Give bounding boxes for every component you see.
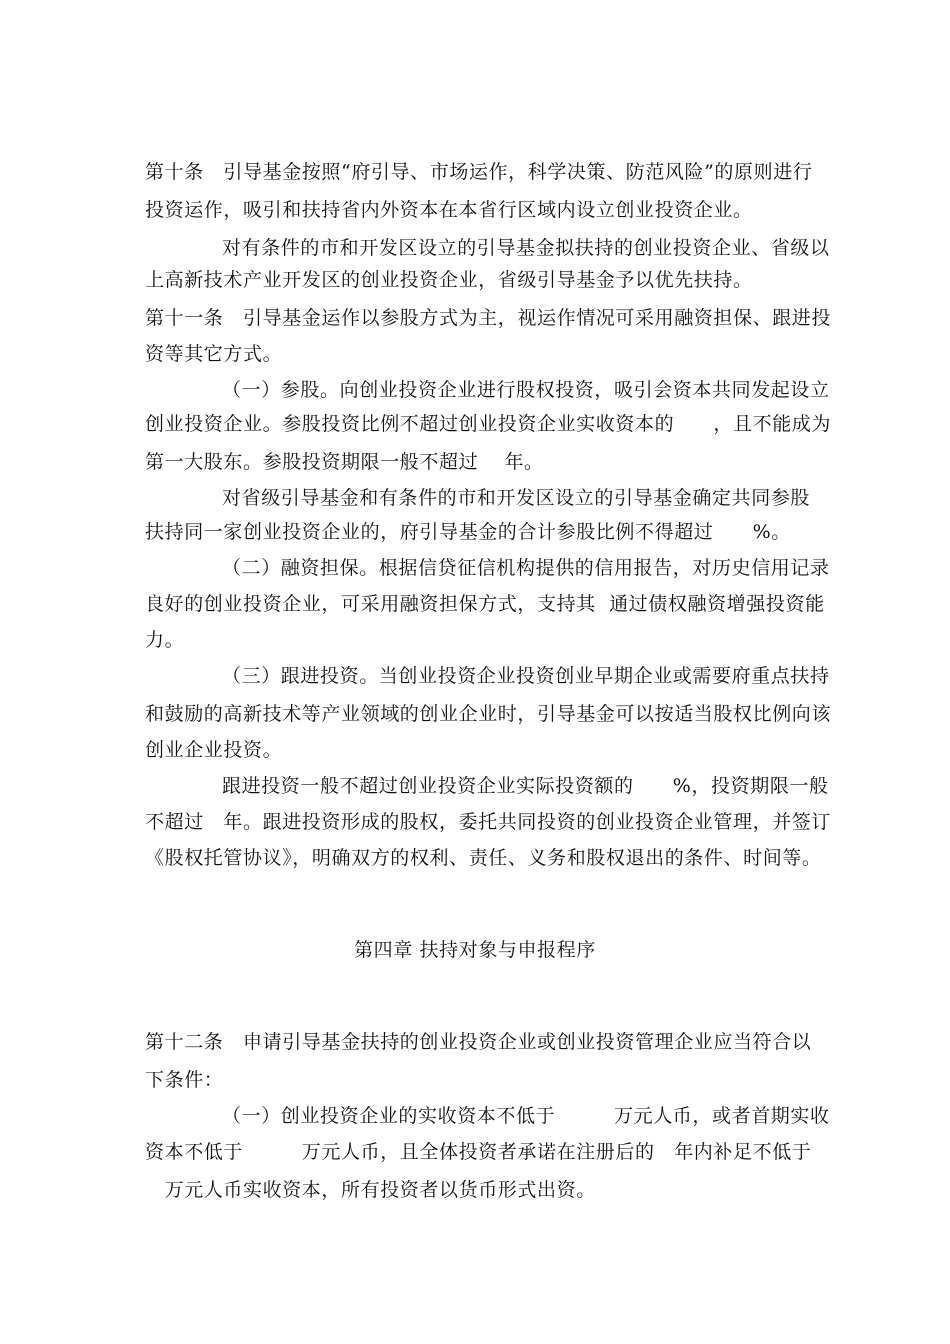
chapter-4-heading: 第四章 扶持对象与申报程序 [354,939,596,961]
item-equity-line-3: 第一大股东。参股投资期限一般不超过 年。 [145,451,544,473]
item-follow-line-1: （三）跟进投资。当创业投资企业投资创业早期企业或需要府重点扶持 [222,665,830,687]
paragraph-priority-line-2: 上高新技术产业开发区的创业投资企业，省级引导基金予以优先扶持。 [145,269,753,291]
item-equity-line-2: 创业投资企业。参股投资比例不超过创业投资企业实收资本的 ，且不能成为 [145,413,832,435]
article-10-line-1: 第十条 引导基金按照“府引导、市场运作，科学决策、防范风险”的原则进行 [145,161,813,183]
item-guarantee-line-3: 力。 [145,629,185,651]
article-11-line-2: 资等其它方式。 [145,343,283,365]
paragraph-priority-line-1: 对有条件的市和开发区设立的引导基金拟扶持的创业投资企业、省级以 [222,237,830,259]
paragraph-joint-line-2: 扶持同一家创业投资企业的，府引导基金的合计参股比例不得超过 %。 [145,521,791,543]
article-12-line-2: 下条件： [145,1069,224,1091]
item-capital-line-2: 资本不低于 万元人币，且全体投资者承诺在注册后的 年内补足不低于 [145,1141,812,1163]
item-capital-line-1: （一）创业投资企业的实收资本不低于 万元人币，或者首期实收 [222,1105,830,1127]
paragraph-follow-limit-line-3: 《股权托管协议》，明确双方的权利、责任、义务和股权退出的条件、时间等。 [145,847,822,869]
item-equity-line-1: （一）参股。向创业投资企业进行股权投资，吸引会资本共同发起设立 [222,379,830,401]
item-guarantee-line-1: （二）融资担保。根据信贷征信机构提供的信用报告，对历史信用记录 [222,557,830,579]
article-11-line-1: 第十一条 引导基金运作以参股方式为主，视运作情况可采用融资担保、跟进投 [145,307,832,329]
article-12-line-1: 第十二条 申请引导基金扶持的创业投资企业或创业投资管理企业应当符合以 [145,1031,812,1053]
article-10-line-2: 投资运作，吸引和扶持省内外资本在本省行区域内设立创业投资企业。 [145,199,753,221]
paragraph-joint-line-1: 对省级引导基金和有条件的市和开发区设立的引导基金确定共同参股 [222,487,811,509]
item-follow-line-3: 创业企业投资。 [145,739,283,761]
item-follow-line-2: 和鼓励的高新技术等产业领域的创业企业时，引导基金可以按适当股权比例向该 [145,703,832,725]
item-capital-line-3: 万元人币实收资本，所有投资者以货币形式出资。 [145,1179,596,1201]
paragraph-follow-limit-line-2: 不超过 年。跟进投资形成的股权，委托共同投资的创业投资企业管理，并签订 [145,811,832,833]
paragraph-follow-limit-line-1: 跟进投资一般不超过创业投资企业实际投资额的 %，投资期限一般 [222,775,829,797]
item-guarantee-line-2: 良好的创业投资企业，可采用融资担保方式，支持其 通过债权融资增强投资能 [145,593,825,615]
